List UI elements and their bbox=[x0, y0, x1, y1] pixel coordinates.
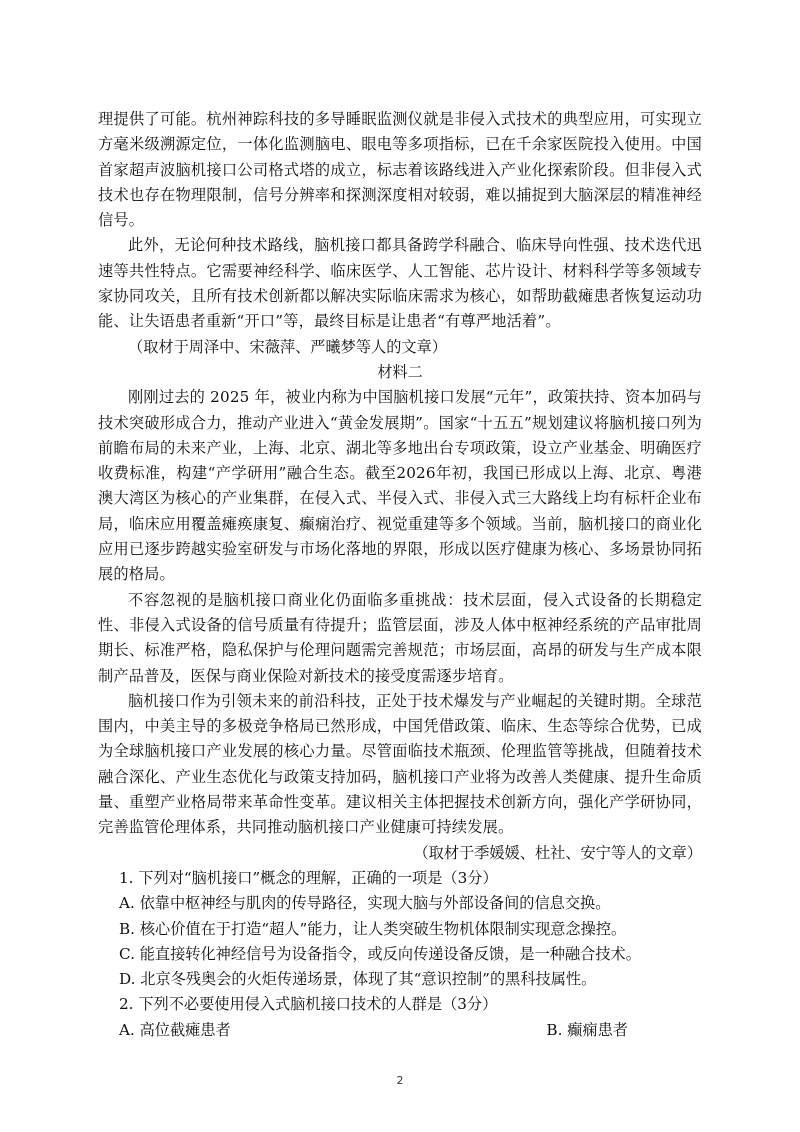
question-1-option-d: D. 北京冬残奥会的火炬传递场景，体现了其“意识控制”的黑科技属性。 bbox=[119, 970, 597, 989]
paragraph-common-features: 此外，无论何种技术路线，脑机接口都具备跨学科融合、临床导向性强、技术迭代迅速等共性特点。它需要神经科学、临床医学、人工智能、芯片设计、材料科学等多领域专家协同攻关，且所有技术创新都以解决实际临床需求为核心，如帮助截瘫患者恢复运动功能、让失语患者重新“开口”等，最终目标是让患者“有尊严地活着”。 bbox=[98, 236, 702, 331]
source-citation-2: （取材于季媛媛、杜社、安宁等人的文章） bbox=[413, 843, 702, 862]
question-1 bbox=[98, 866, 702, 992]
question-1-option-a: A. 依靠中枢神经与肌肉的传导路径，实现大脑与外部设备间的信息交换。 bbox=[119, 894, 611, 913]
question-1-stem: 1. 下列对“脑机接口”概念的理解，正确的一项是（3分） bbox=[119, 868, 498, 887]
material-two-heading: 材料二 bbox=[377, 362, 423, 381]
question-2-option-b: B. 癫痫患者 bbox=[546, 1020, 628, 1039]
question-2 bbox=[98, 992, 702, 1043]
question-1-option-c: C. 能直接转化神经信号为设备指令，或反向传递设备反馈，是一种融合技术。 bbox=[119, 944, 641, 963]
question-2-option-a: A. 高位截瘫患者 bbox=[119, 1020, 231, 1039]
paragraph-industry-year: 刚刚过去的 2025 年，被业内称为中国脑机接口发展“元年”，政策扶持、资本加码与技术突破形成合力，推动产业进入“黄金发展期”。国家“十五五”规划建议将脑机接口列为前瞻布局的未来产业，上海、北京、湖北等多地出台专项政策，设立产业基金、明确医疗收费标准，构建“产学研用”融合生态。截至2026年初，我国已形成以上海、北京、粤港澳大湾区为核心的产业集群，在侵入式、半侵入式、非侵入式三大路线上均有标杆企业布局，临床应用覆盖瘫痪康复、癫痫治疗、视觉重建等多个领域。当前，脑机接口的商业化应用已逐步跨越实验室研发与市场化落地的界限，形成以医疗健康为核心、多场景协同拓展的格局。 bbox=[98, 388, 702, 584]
paragraph-challenges: 不容忽视的是脑机接口商业化仍面临多重挑战：技术层面，侵入式设备的长期稳定性、非侵入式设备的信号质量有待提升；监管层面，涉及人体中枢神经系统的产品审批周期长、标准严格，隐私保护与伦理问题需完善规范；市场层面，高昂的研发与生产成本限制产品普及，医保与商业保险对新技术的接受度需逐步培育。 bbox=[98, 590, 702, 685]
page-content bbox=[98, 107, 702, 1043]
question-1-option-b: B. 核心价值在于打造“超人”能力，让人类突破生物机体限制实现意念操控。 bbox=[119, 919, 627, 938]
question-2-stem: 2. 下列不必要使用侵入式脑机接口技术的人群是（3分） bbox=[119, 995, 498, 1014]
source-citation-1: （取材于周泽中、宋薇萍、严曦梦等人的文章） bbox=[128, 337, 447, 356]
paragraph-continued: 理提供了可能。杭州神踪科技的多导睡眠监测仪就是非侵入式技术的典型应用，可实现立方毫米级溯源定位，一体化监测脑电、眼电等多项指标，已在千余家医院投入使用。中国首家超声波脑机接口公司格式塔的成立，标志着该路线进入产业化探索阶段。但非侵入式技术也存在物理限制，信号分辨率和探测深度相对较弱，难以捕捉到大脑深层的精准神经信号。 bbox=[98, 110, 702, 230]
question-2-options-row bbox=[98, 1018, 702, 1043]
page-number: 2 bbox=[396, 1074, 404, 1087]
paragraph-outlook: 脑机接口作为引领未来的前沿科技，正处于技术爆发与产业崛起的关键时期。全球范围内，中美主导的多极竞争格局已然形成，中国凭借政策、临床、生态等综合优势，已成为全球脑机接口产业发展的核心力量。尽管面临技术瓶颈、伦理监管等挑战，但随着技术融合深化、产业生态优化与政策支持加码，脑机接口产业将为改善人类健康、提升生命质量、重塑产业格局带来革命性变革。建议相关主体把握技术创新方向，强化产学研协同，完善监管伦理体系，共同推动脑机接口产业健康可持续发展。 bbox=[98, 691, 702, 837]
